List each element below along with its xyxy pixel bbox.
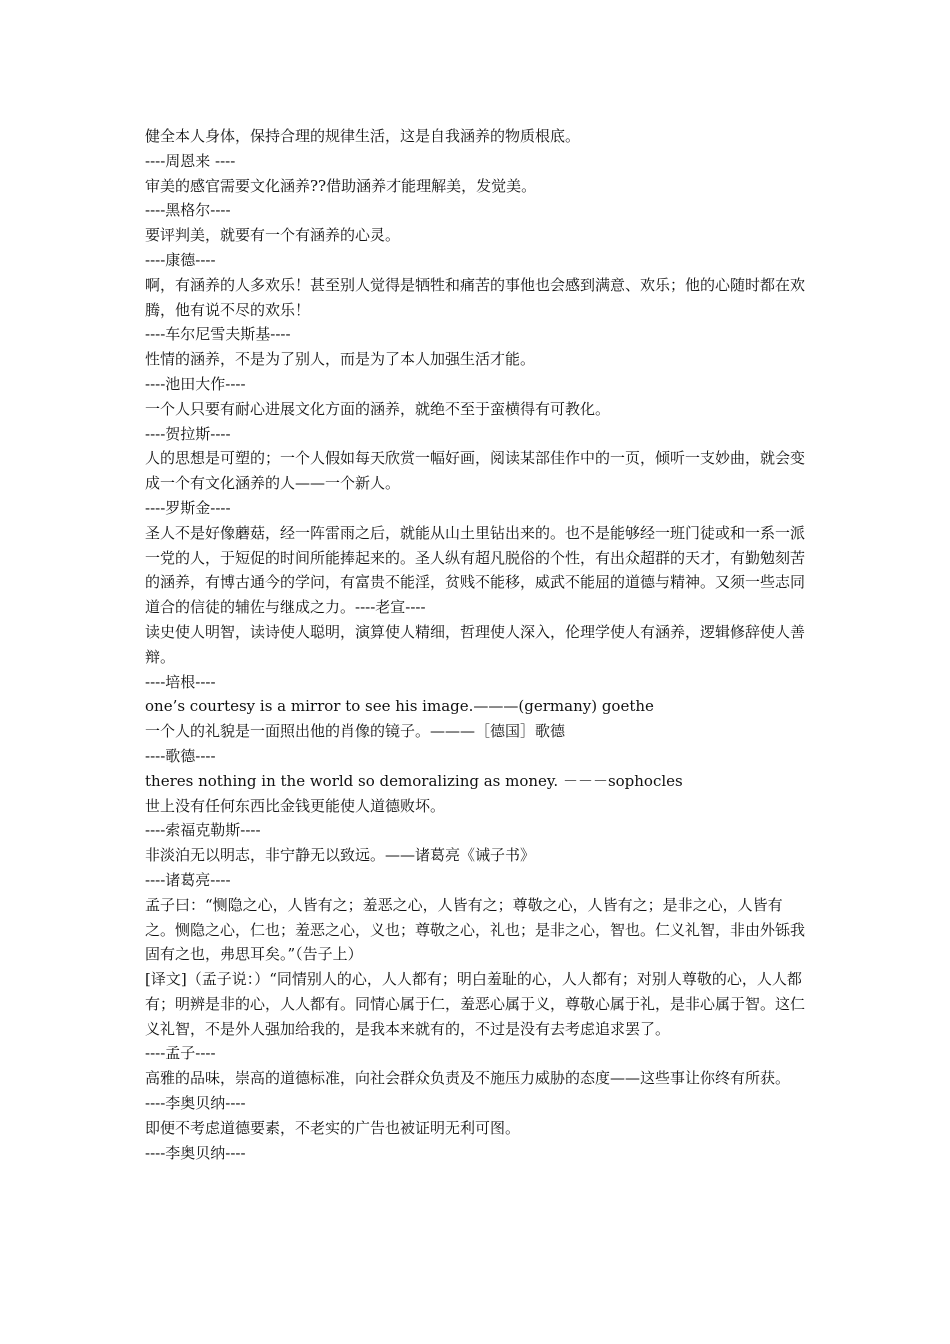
- attribution: ----索福克勒斯----: [145, 821, 261, 840]
- attribution: ----歌德----: [145, 746, 216, 765]
- attribution: ----康德----: [145, 250, 216, 269]
- attribution: ----李奥贝纳----: [145, 1094, 246, 1113]
- attribution: ----诸葛亮----: [145, 870, 231, 889]
- paragraph: 性情的涵养，不是为了别人，而是为了本人加强生活才能。: [145, 350, 536, 369]
- paragraph: 即便不考虑道德要素，不老实的广告也被证明无利可图。: [145, 1118, 521, 1137]
- attribution: ----李奥贝纳----: [145, 1143, 246, 1162]
- attribution: ----罗斯金----: [145, 498, 231, 517]
- attribution: ----黑格尔----: [145, 201, 231, 220]
- document-body: [145, 124, 810, 1165]
- attribution: ----池田大作----: [145, 374, 246, 393]
- paragraph: one’s courtesy is a mirror to see his image.———(germany) goethe: [145, 697, 654, 716]
- paragraph: theres nothing in the world so demoralizing as money. －－－sophocles: [145, 771, 683, 790]
- attribution: ----培根----: [145, 672, 216, 691]
- paragraph: 人的思想是可塑的；一个人假如每天欣赏一幅好画，阅读某部佳作中的一页，倾听一支妙曲，就会变成一个有文化涵养的人——一个新人。: [145, 449, 806, 493]
- attribution: ----车尔尼雪夫斯基----: [145, 325, 291, 344]
- paragraph: 世上没有任何东西比金钱更能使人道德败坏。: [145, 796, 446, 815]
- paragraph: 孟子曰：“恻隐之心，人皆有之；羞恶之心，人皆有之；尊敬之心，人皆有之；是非之心，人皆有之。恻隐之心，仁也；羞恶之心，义也；尊敬之心，礼也；是非之心，智也。仁义礼智，非由外铄我固有之也，弗思耳矣。”（告子上）: [145, 895, 806, 964]
- paragraph: 一个人的礼貌是一面照出他的肖像的镜子。———［德国］歌德: [145, 722, 566, 741]
- attribution: ----孟子----: [145, 1044, 216, 1063]
- paragraph: 啊，有涵养的人多欢乐！甚至别人觉得是牺牲和痛苦的事他也会感到满意、欢乐；他的心随时都在欢腾，他有说不尽的欢乐！: [145, 275, 806, 319]
- paragraph: 读史使人明智，读诗使人聪明，演算使人精细，哲理使人深入，伦理学使人有涵养，逻辑修辞使人善辩。: [145, 622, 806, 666]
- paragraph: 非淡泊无以明志，非宁静无以致远。——诸葛亮《诫子书》: [145, 846, 536, 865]
- paragraph: [译文]（孟子说：）“同情别人的心，人人都有；明白羞耻的心，人人都有；对别人尊敬的心，人人都有；明辨是非的心，人人都有。同情心属于仁，羞恶心属于义，尊敬心属于礼，是非心属于智。这仁义礼智，不是外人强加给我的，是我本来就有的，不过是没有去考虑追求罢了。: [145, 970, 806, 1038]
- attribution: ----贺拉斯----: [145, 424, 231, 443]
- paragraph: 健全本人身体，保持合理的规律生活，这是自我涵养的物质根底。: [145, 127, 581, 145]
- paragraph: 高雅的品味，崇高的道德标准，向社会群众负责及不施压力威胁的态度——这些事让你终有所获。: [145, 1069, 791, 1088]
- paragraph: 一个人只要有耐心进展文化方面的涵养，就绝不至于蛮横得有可教化。: [145, 399, 611, 418]
- paragraph: 审美的感官需要文化涵养??借助涵养才能理解美，发觉美。: [145, 176, 537, 195]
- paragraph: 圣人不是好像蘑菇，经一阵雷雨之后，就能从山土里钻出来的。也不是能够经一班门徒或和一系一派一党的人，于短促的时间所能捧起来的。圣人纵有超凡脱俗的个性，有出众超群的天才，有勤勉刻苦的涵养，有博古通今的学问，有富贵不能淫，贫贱不能移，威武不能屈的道德与精神。又须一些志同道合的信徒的辅佐与继成之力。----老宣----: [145, 523, 806, 617]
- attribution: ----周恩来 ----: [145, 151, 236, 170]
- paragraph: 要评判美，就要有一个有涵养的心灵。: [145, 226, 401, 245]
